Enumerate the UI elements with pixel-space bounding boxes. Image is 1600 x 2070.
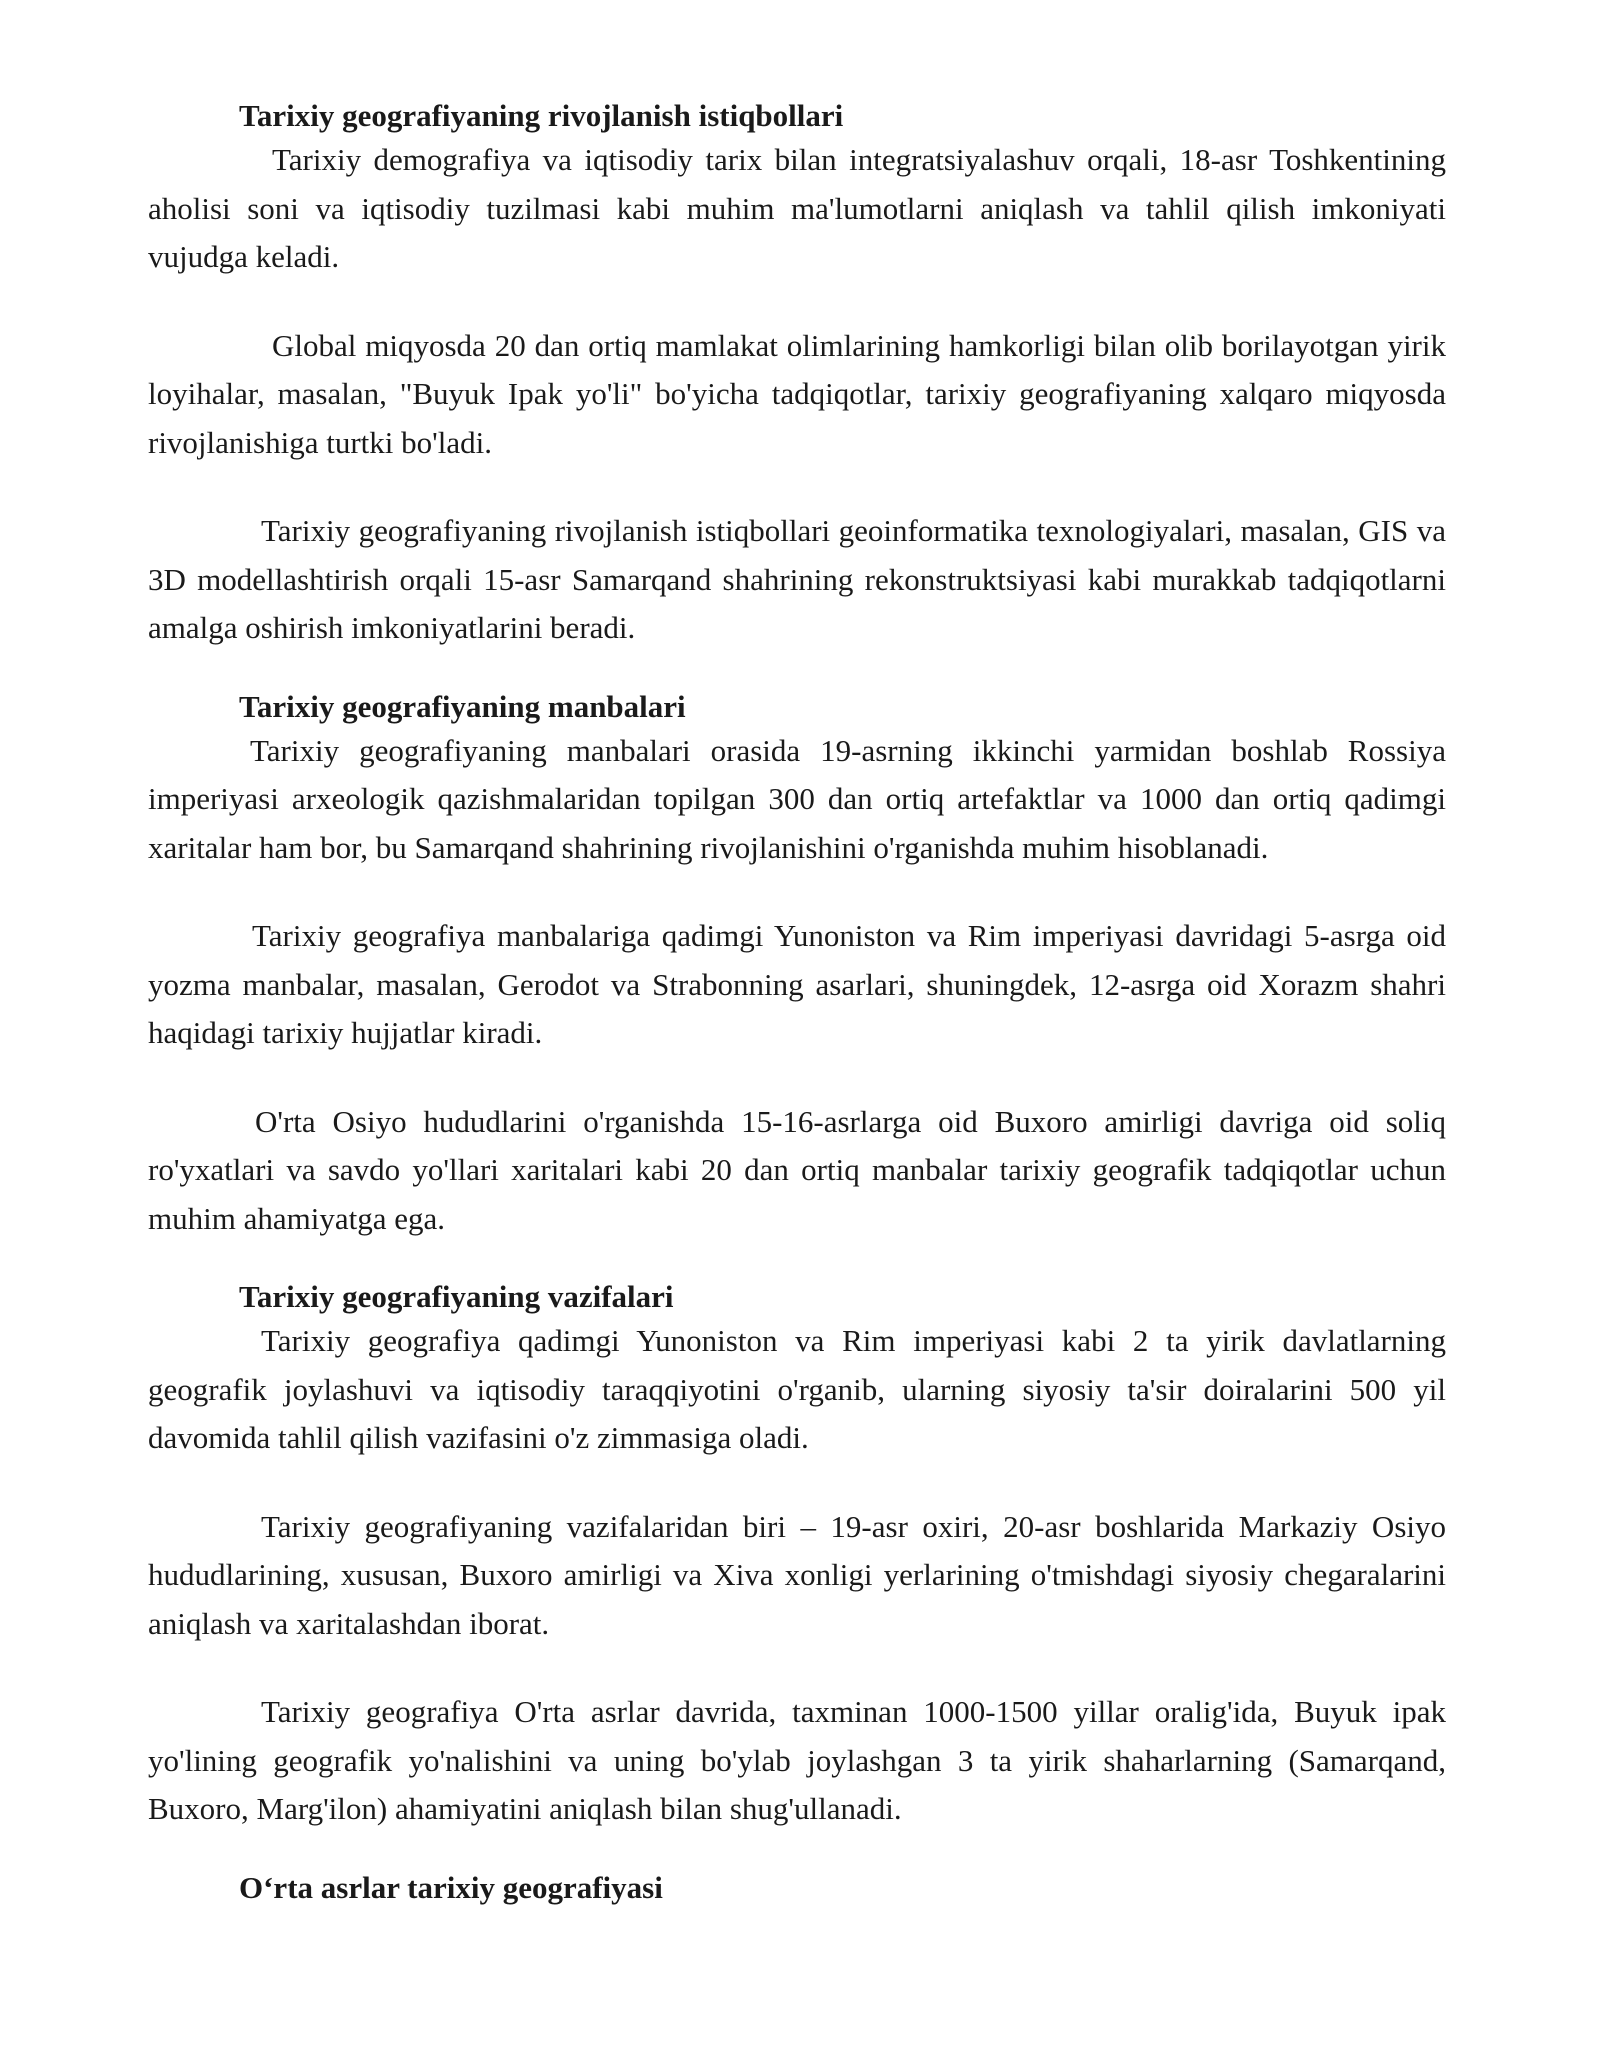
paragraph: Tarixiy geografiyaning manbalari orasida 19-asrning ikkinchi yarmidan boshlab Rossiya imperiyasi arxeologik qazishmalaridan topilgan 300 dan ortiq artefaktlar va 1000 dan ortiq qadimgi xaritalar ham bor, bu Samarqand shahrining rivojlanishini o'rganishda muhim hisoblanadi. [148, 732, 1446, 865]
document-page [148, 96, 1446, 1908]
paragraph: Tarixiy geografiya manbalariga qadimgi Yunoniston va Rim imperiyasi davridagi 5-asrga oid yozma manbalar, masalan, Gerodot va Strabonning asarlari, shuningdek, 12-asrga oid Xorazm shahri haqidagi tarixiy hujjatlar kiradi. [148, 918, 1446, 1050]
section-heading: Tarixiy geografiyaning rivojlanish istiqbollari [239, 98, 844, 133]
paragraph: Tarixiy geografiyaning rivojlanish istiqbollari geoinformatika texnologiyalari, masalan, GIS va 3D modellashtirish orqali 15-asr Samarqand shahrining rekonstruktsiyasi kabi murakkab tadqiqotlarni amalga oshirish imkoniyatlarini beradi. [148, 513, 1446, 645]
section-heading: Tarixiy geografiyaning manbalari [239, 688, 686, 724]
section-heading: O‘rta asrlar tarixiy geografiyasi [239, 1869, 663, 1905]
paragraph: Global miqyosda 20 dan ortiq mamlakat olimlarining hamkorligi bilan olib borilayotgan yirik loyihalar, masalan, "Buyuk Ipak yo'li" bo'yicha tadqiqotlar, tarixiy geografiyaning xalqaro miqyosda rivojlanishiga turtki bo'ladi. [148, 327, 1446, 460]
section-heading: Tarixiy geografiyaning vazifalari [239, 1279, 674, 1314]
paragraph: Tarixiy geografiya qadimgi Yunoniston va Rim imperiyasi kabi 2 ta yirik davlatlarning geografik joylashuvi va iqtisodiy taraqqiyotini o'rganib, ularning siyosiy ta'sir doiralarini 500 yil davomida tahlil qilish vazifasini o'z zimmasiga oladi. [148, 1323, 1446, 1455]
paragraph: Tarixiy demografiya va iqtisodiy tarix bilan integratsiyalashuv orqali, 18-asr Toshkentining aholisi soni va iqtisodiy tuzilmasi kabi muhim ma'lumotlarni aniqlash va tahlil qilish imkoniyati vujudga keladi. [148, 142, 1446, 274]
paragraph: Tarixiy geografiyaning vazifalaridan biri – 19-asr oxiri, 20-asr boshlarida Markaziy Osiyo hududlarining, xususan, Buxoro amirligi va Xiva xonligi yerlarining o'tmishdagi siyosiy chegaralarini aniqlash va xaritalashdan iborat. [148, 1508, 1446, 1641]
paragraph: Tarixiy geografiya O'rta asrlar davrida, taxminan 1000-1500 yillar oralig'ida, Buyuk ipak yo'lining geografik yo'nalishini va uning bo'ylab joylashgan 3 ta yirik shaharlarning (Samarqand, Buxoro, Marg'ilon) ahamiyatini aniqlash bilan shug'ullanadi. [148, 1694, 1446, 1826]
paragraph: O'rta Osiyo hududlarini o'rganishda 15-16-asrlarga oid Buxoro amirligi davriga oid soliq ro'yxatlari va savdo yo'llari xaritalari kabi 20 dan ortiq manbalar tarixiy geografik tadqiqotlar uchun muhim ahamiyatga ega. [148, 1103, 1446, 1236]
